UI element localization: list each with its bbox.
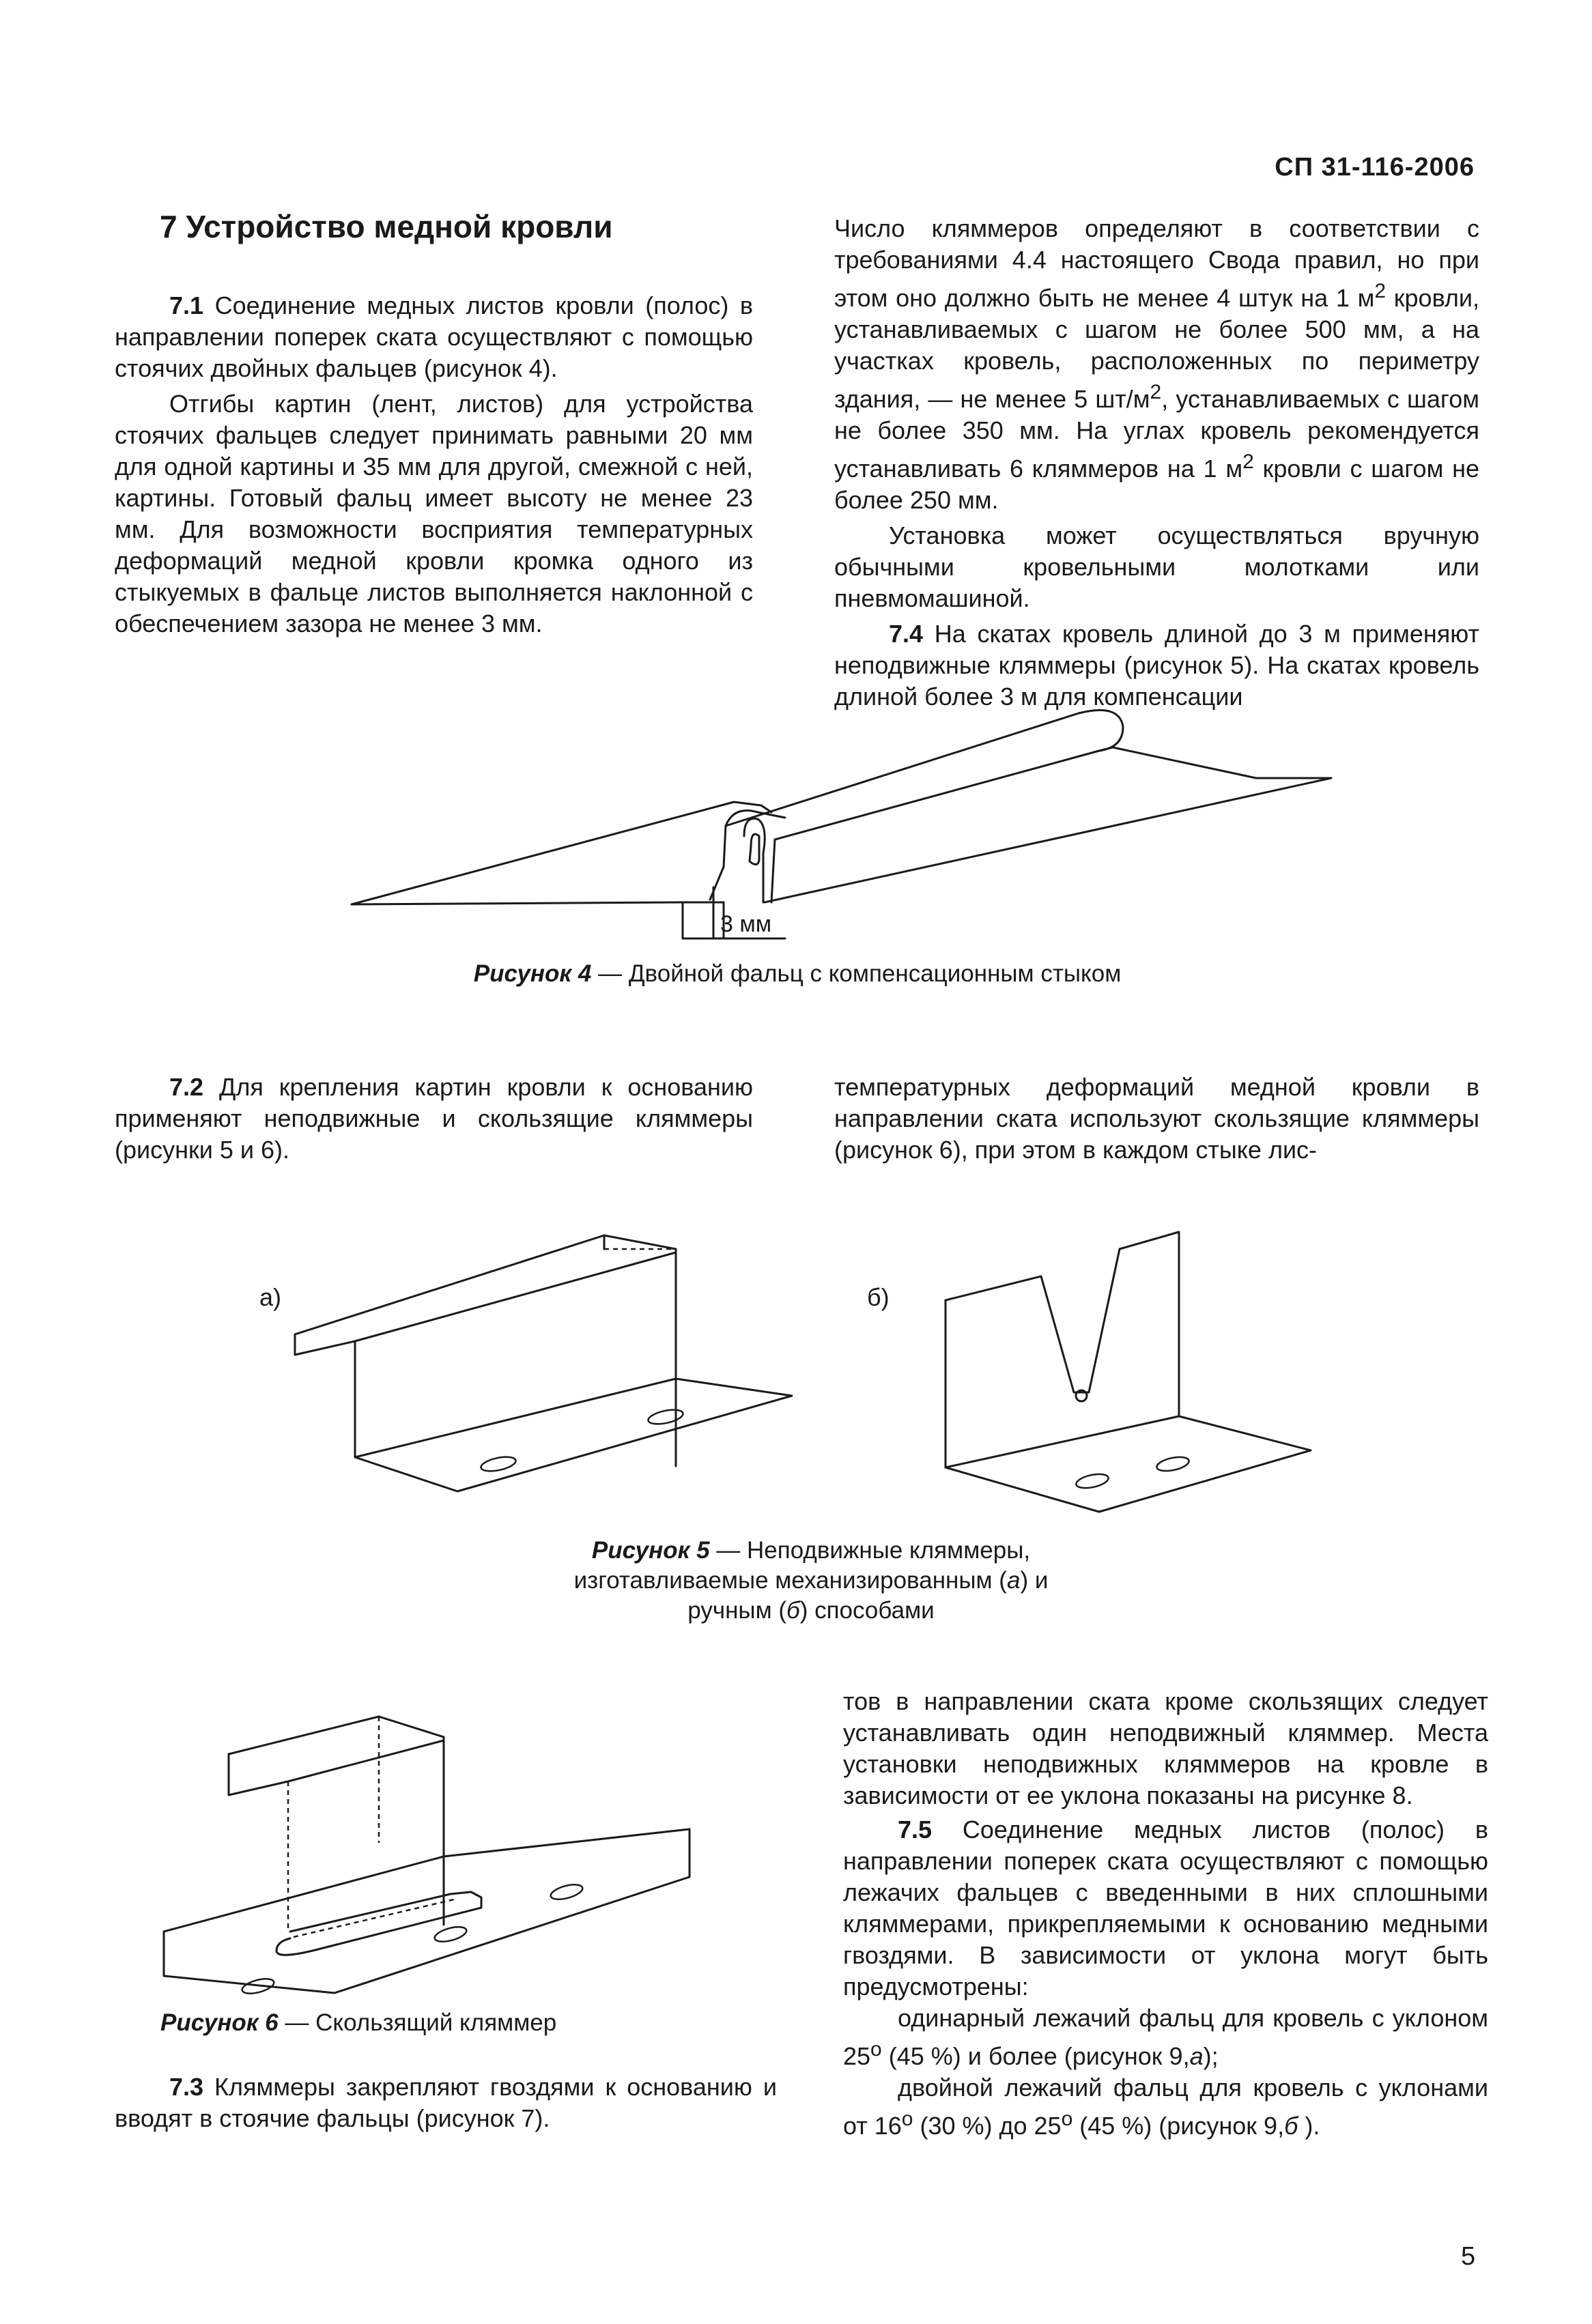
caption-italic: а bbox=[1006, 1567, 1021, 1594]
base-back-edge bbox=[164, 1829, 690, 1932]
degree-mark: о bbox=[901, 2108, 913, 2130]
degree-mark: о bbox=[1061, 2108, 1073, 2130]
paragraph-sliding-clamps: температурных деформаций медной кровли в направлении ската используют скользящие кляммеры (рисунок 6), при этом в каждом стыке лис- bbox=[834, 1073, 1479, 1164]
nail-hole-icon bbox=[433, 1924, 468, 1945]
text-run: ). bbox=[1298, 2112, 1320, 2140]
right-column-bottom bbox=[843, 1686, 1488, 2142]
text-run: кровли с шагом не более 250 мм. bbox=[834, 455, 1479, 514]
paragraph-text: Для крепления картин кровли к основанию применяют неподвижные и скользящие кляммеры (рисунки 5 и 6). bbox=[115, 1073, 753, 1164]
nail-hole-icon bbox=[549, 1882, 584, 1902]
paragraph-text: Соединение медных листов кровли (полос) в направлении поперек ската осуществляют с помощью стоячих двойных фальцев (рисунок 4). bbox=[115, 291, 753, 382]
degree-mark: о bbox=[870, 2038, 882, 2061]
left-column-bottom bbox=[115, 2071, 777, 2134]
paragraph-fold-bends: Отгибы картин (лент, листов) для устройства стоячих фальцев следует принимать равными 20 мм для одной картины и 35 мм для другой, смежной с ней, картины. Готовый фальц имеет высоту не менее 23 мм. Для возможности восприятия температурных деформаций медной кровли кромка одного из стыкуемых в фальце листов выполняется наклонной с обеспечением зазора не менее 3 мм. bbox=[115, 390, 753, 637]
paragraph-text: На скатах кровель длиной до 3 м применяют неподвижные кляммеры (рисунок 5). На скатах кровель длиной более 3 м для компенсации bbox=[834, 620, 1479, 711]
clause-number: 7.1 bbox=[169, 291, 204, 319]
figure-6-caption bbox=[160, 2008, 556, 2038]
text-italic: а bbox=[1189, 2042, 1204, 2070]
caption-label: Рисунок 6 bbox=[160, 2009, 279, 2036]
paragraph-double-seam bbox=[843, 2072, 1488, 2142]
paragraph-7-3 bbox=[115, 2071, 777, 2134]
caption-text: — Двойной фальц с компенсационным стыком bbox=[591, 960, 1122, 987]
clamp-front-lip bbox=[229, 1754, 288, 1795]
superscript: 2 bbox=[1242, 450, 1254, 473]
caption-text: — Скользящий кляммер bbox=[278, 2009, 557, 2036]
slide-rail-hidden bbox=[294, 1899, 454, 1937]
caption-text: — Неподвижные кляммеры, bbox=[709, 1537, 1031, 1564]
clause-number: 7.3 bbox=[169, 2073, 204, 2101]
text-run: Число кляммеров определяют в соответствии с требованиями 4.4 настоящего Свода правил, но при этом оно должно быть не менее 4 штук на 1 м bbox=[834, 214, 1479, 312]
caption-italic: б bbox=[786, 1597, 800, 1624]
caption-label: Рисунок 5 bbox=[591, 1537, 710, 1564]
paragraph-single-seam bbox=[843, 2003, 1488, 2072]
paragraph-fixed-clamp-placement: тов в направлении ската кроме скользящих следует устанавливать один неподвижный кляммер. Места установки неподвижных кляммеров на кровле в зависимости от ее уклона показаны на рисунке 8. bbox=[843, 1687, 1488, 1809]
superscript: 2 bbox=[1374, 280, 1387, 302]
text-run: , устанавливаемых с шагом не более 350 мм. На углах кровель рекомендуется устанавливать 6 кляммеров на 1 м bbox=[834, 385, 1479, 483]
document-code: СП 31-116-2006 bbox=[1275, 153, 1475, 182]
slide-rail bbox=[276, 1892, 481, 1955]
section-title: 7 Устройство медной кровли bbox=[160, 209, 613, 244]
clause-number: 7.2 bbox=[169, 1073, 204, 1101]
text-run: кровли, устанавливаемых с шагом не более 500 мм, а на участках кровель, расположенных по периметру здания, — не менее 5 шт/м bbox=[834, 284, 1479, 413]
text-run: одинарный лежачий фальц для кровель с уклоном 25 bbox=[843, 2004, 1488, 2070]
figure-4-dimension-label: 3 мм bbox=[720, 911, 772, 937]
text-run: двойной лежачий фальц для кровель с уклонами от 16 bbox=[843, 2074, 1488, 2140]
clause-number: 7.4 bbox=[889, 620, 924, 648]
figure-5a-label: а) bbox=[259, 1283, 282, 1311]
paragraph-text: Кляммеры закрепляют гвоздями к основанию и вводят в стоячие фальцы (рисунок 7). bbox=[115, 2073, 777, 2132]
caption-text: изготавливаемые механизированным ( bbox=[573, 1567, 1007, 1594]
clause-number: 7.5 bbox=[898, 1816, 933, 1844]
caption-text: ручным ( bbox=[687, 1597, 787, 1624]
text-run: (45 %) и более (рисунок 9, bbox=[881, 2042, 1190, 2070]
text-run: (45 %) (рисунок 9, bbox=[1072, 2112, 1285, 2140]
caption-label: Рисунок 4 bbox=[473, 960, 592, 987]
page-number: 5 bbox=[1461, 2242, 1476, 2271]
text-run: (30 %) до 25 bbox=[913, 2112, 1062, 2140]
superscript: 2 bbox=[1150, 381, 1162, 403]
paragraph-installation: Установка может осуществляться вручную обычными кровельными молотками или пневмомашиной. bbox=[834, 521, 1479, 612]
caption-text: ) и bbox=[1020, 1567, 1049, 1594]
text-run: ); bbox=[1203, 2042, 1219, 2070]
figure-5b-label: б) bbox=[867, 1283, 890, 1311]
text-italic: б bbox=[1284, 2112, 1298, 2140]
clamp-top-inner bbox=[288, 1740, 444, 1781]
paragraph-text: Соединение медных листов (полос) в направлении поперек ската осуществляют с помощью лежачих фальцев с введенными в них сплошными кляммерами, прикрепляемыми к основанию медными гвоздями. В зависимости от уклона могут быть предусмотрены: bbox=[843, 1816, 1488, 2000]
paragraph-7-5 bbox=[843, 1814, 1488, 2003]
caption-text: ) способами bbox=[799, 1597, 935, 1624]
